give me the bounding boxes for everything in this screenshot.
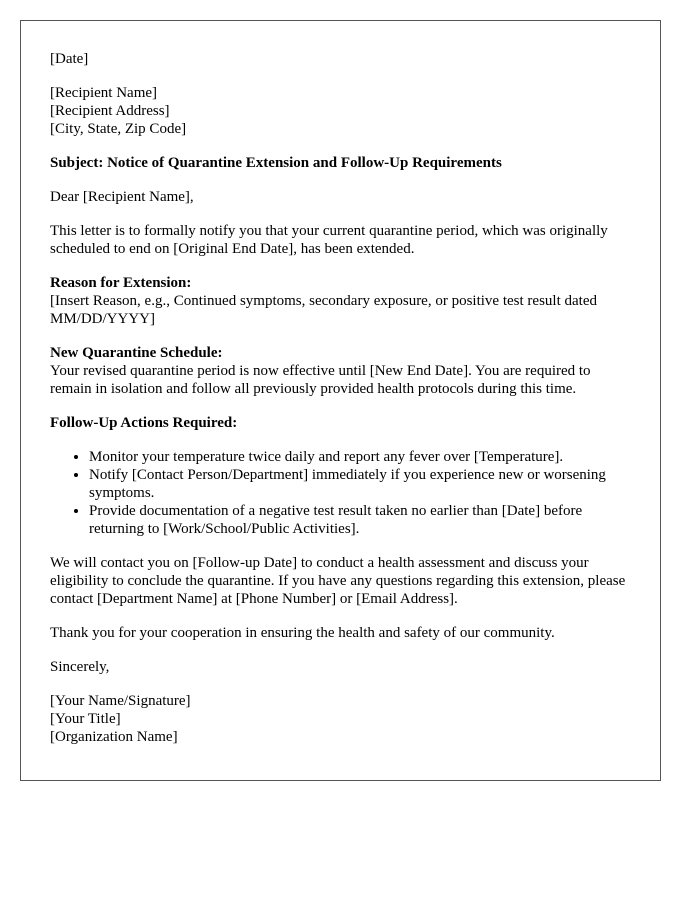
- contact-paragraph: We will contact you on [Follow-up Date] to conduct a health assessment and discuss your eligibility to conclude the quarantine. If you have any questions regarding this extension, please contact [Department Name] at [Phone Number] or [Email Address].: [50, 555, 626, 607]
- letter-date: [Date]: [50, 51, 89, 67]
- signature-name: [Your Name/Signature]: [50, 693, 191, 709]
- schedule-heading: New Quarantine Schedule:: [50, 345, 223, 361]
- letter-page: [20, 20, 661, 781]
- signature-title: [Your Title]: [50, 711, 121, 727]
- thanks-paragraph: Thank you for your cooperation in ensuring the health and safety of our community.: [50, 625, 555, 641]
- letter-subject: Subject: Notice of Quarantine Extension and Follow-Up Requirements: [50, 155, 502, 171]
- closing-line: Sincerely,: [50, 659, 110, 675]
- follow-up-item: • Provide documentation of a negative test result taken no earlier than [Date] before returning to [Work/School/Public Activities].: [89, 502, 632, 538]
- recipient-name: [Recipient Name]: [50, 85, 158, 101]
- follow-up-heading: Follow-Up Actions Required:: [50, 415, 238, 431]
- schedule-section: [50, 344, 632, 398]
- recipient-city-state-zip: [City, State, Zip Code]: [50, 121, 187, 137]
- signature-block: [50, 692, 632, 746]
- follow-up-item: • Monitor your temperature twice daily and report any fever over [Temperature].: [89, 448, 632, 466]
- follow-up-item: • Notify [Contact Person/Department] immediately if you experience new or worsening symptoms.: [89, 466, 632, 502]
- reason-text: [Insert Reason, e.g., Continued symptoms, secondary exposure, or positive test result dated MM/DD/YYYY]: [50, 293, 597, 327]
- intro-paragraph: This letter is to formally notify you that your current quarantine period, which was originally scheduled to end on [Original End Date], has been extended.: [50, 223, 608, 257]
- schedule-text: Your revised quarantine period is now effective until [New End Date]. You are required to remain in isolation and follow all previously provided health protocols during this time.: [50, 363, 591, 397]
- signature-organization: [Organization Name]: [50, 729, 178, 745]
- recipient-address-block: [50, 84, 632, 138]
- letter-greeting: Dear [Recipient Name],: [50, 189, 194, 205]
- follow-up-list: [50, 448, 632, 538]
- reason-section: [50, 274, 632, 328]
- reason-heading: Reason for Extension:: [50, 275, 192, 291]
- recipient-address: [Recipient Address]: [50, 103, 170, 119]
